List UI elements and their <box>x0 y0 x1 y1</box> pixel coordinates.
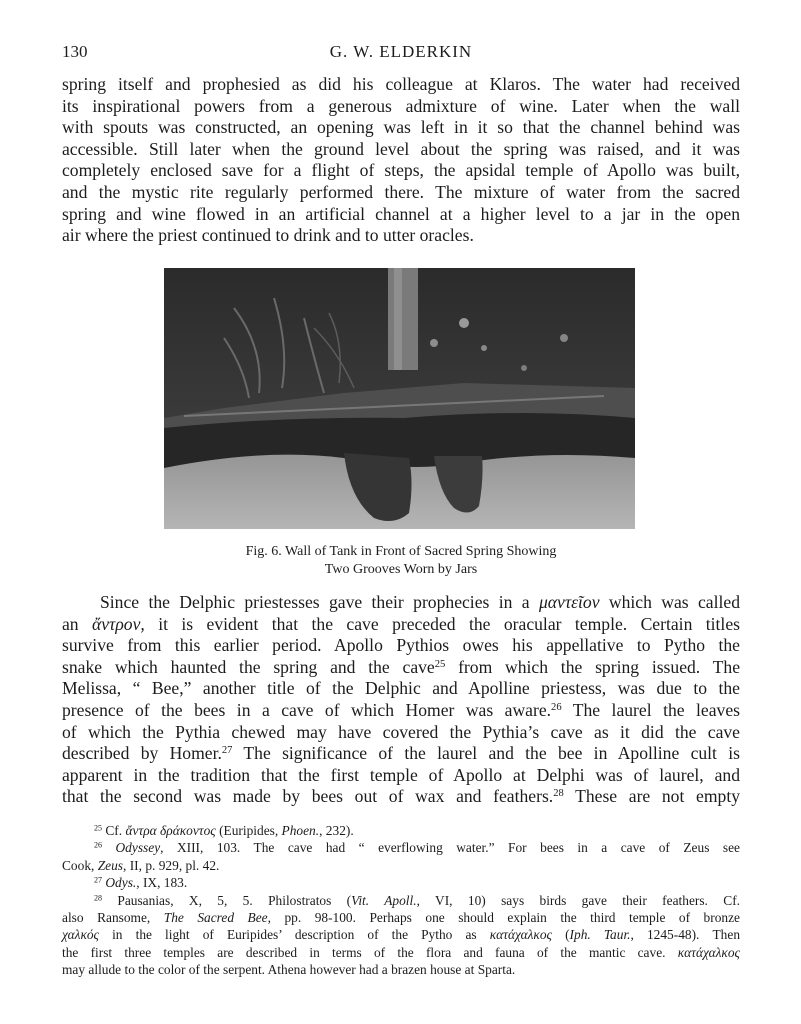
text-line: survive from this earlier period. Apollo Pythios owes his appellative to Pytho the <box>62 635 740 656</box>
footnote-28-cont: χαλκός in the light of Euripides’ description of the Pytho as κατάχαλκος (Iph. Taur., 1245-48). Then <box>62 927 741 943</box>
greek-word: μαντεῖον <box>538 592 600 612</box>
text-line: of which the Pythia chewed may have covered the Pythia’s cave as it did the cave <box>62 721 740 742</box>
caption-line-1: Fig. 6. Wall of Tank in Front of Sacred Spring Showing <box>245 544 557 559</box>
text-line: described by Homer.$^{27}$ The significance of the laurel and the bee in Apolline cult is <box>62 743 740 764</box>
footnote-28-cont: the first three temples are described in terms of the flora and fauna of the mantic cave. κατάχαλκος <box>62 944 740 960</box>
text-line: Since the Delphic priestesses gave their prophecies in a μαντεῖον which was called <box>100 592 740 612</box>
text-line: snake which haunted the spring and the cave$^{25}$ from which the spring issued. The <box>62 656 741 677</box>
text-line: Melissa, “ Bee,” another title of the Delphic and Apolline priestess, was due to the <box>62 678 740 699</box>
footnote-26-cont: Cook, Zeus, II, p. 929, pl. 42. <box>62 857 220 873</box>
text-line: air where the priest continued to drink and to utter oracles. <box>62 225 474 246</box>
footnote-28: $^{28}$ Pausanias, X, 5, 5. Philostratos (Vit. Apoll., VI, 10) says birds gave their feathers. Cf. <box>94 892 741 908</box>
photo-wall-of-tank <box>164 268 635 529</box>
text-line: apparent in the tradition that the first temple of Apollo at Delphi was of laurel, and <box>62 764 740 785</box>
page-number: 130 <box>62 42 88 61</box>
text-line: accessible. Still later when the ground level about the spring was raised, and it was <box>62 138 740 159</box>
figure-caption <box>62 543 740 579</box>
caption-line-2: Two Grooves Worn by Jars <box>324 562 478 577</box>
text-line: with spouts was constructed, an opening was left in it so that the channel behind was <box>62 117 740 138</box>
page-header <box>62 42 740 64</box>
text-line: spring itself and prophesied as did his colleague at Klaros. The water had received <box>62 74 740 94</box>
footnote-26: $^{26}$ Odyssey, XIII, 103. The cave had “ everflowing water.” For bees in a cave of Zeus see <box>94 840 740 856</box>
greek-word: ἄντρον, <box>92 613 145 634</box>
footnotes <box>62 822 740 979</box>
footnote-ref: 26 <box>551 702 562 714</box>
footnote-25: $^{25}$ Cf. ἄντρα δράκοντος (Euripides, Phoen., 232). <box>94 823 354 838</box>
paragraph-1 <box>62 74 740 247</box>
text-line: spring and wine flowed in an artificial channel at a higher level to a jar in the open <box>62 203 740 224</box>
text-line: that the second was made by bees out of wax and feathers.$^{28}$ These are not empty <box>62 786 741 807</box>
figure-photo <box>164 268 635 529</box>
footnote-28-cont: may allude to the color of the serpent. Athena however had a brazen house at Sparta. <box>62 962 516 978</box>
text-line: and the mystic rite regularly performed there. The mixture of water from the sacred <box>62 181 740 202</box>
text-line: presence of the bees in a cave of which Homer was aware.$^{26}$ The laurel the leaves <box>62 699 740 720</box>
footnote-ref: 25 <box>434 658 446 670</box>
footnote-ref: 28 <box>553 788 564 800</box>
text-line: its inspirational powers from a generous admixture of wine. Later when the wall <box>62 95 740 116</box>
text-line: an ἄντρον, it is evident that the cave preceded the oracular temple. Certain titles <box>62 613 740 634</box>
paragraph-2 <box>62 592 740 808</box>
footnote-27: $^{27}$ Odys., IX, 183. <box>94 875 188 891</box>
text-line: completely enclosed save for a flight of steps, the apsidal temple of Apollo was built, <box>62 160 740 181</box>
running-head: G. W. ELDERKIN <box>329 42 473 61</box>
footnote-28-cont: also Ransome, The Sacred Bee, pp. 98-100. Perhaps one should explain the third temple of bronze <box>62 910 740 926</box>
footnote-ref: 27 <box>221 745 233 757</box>
